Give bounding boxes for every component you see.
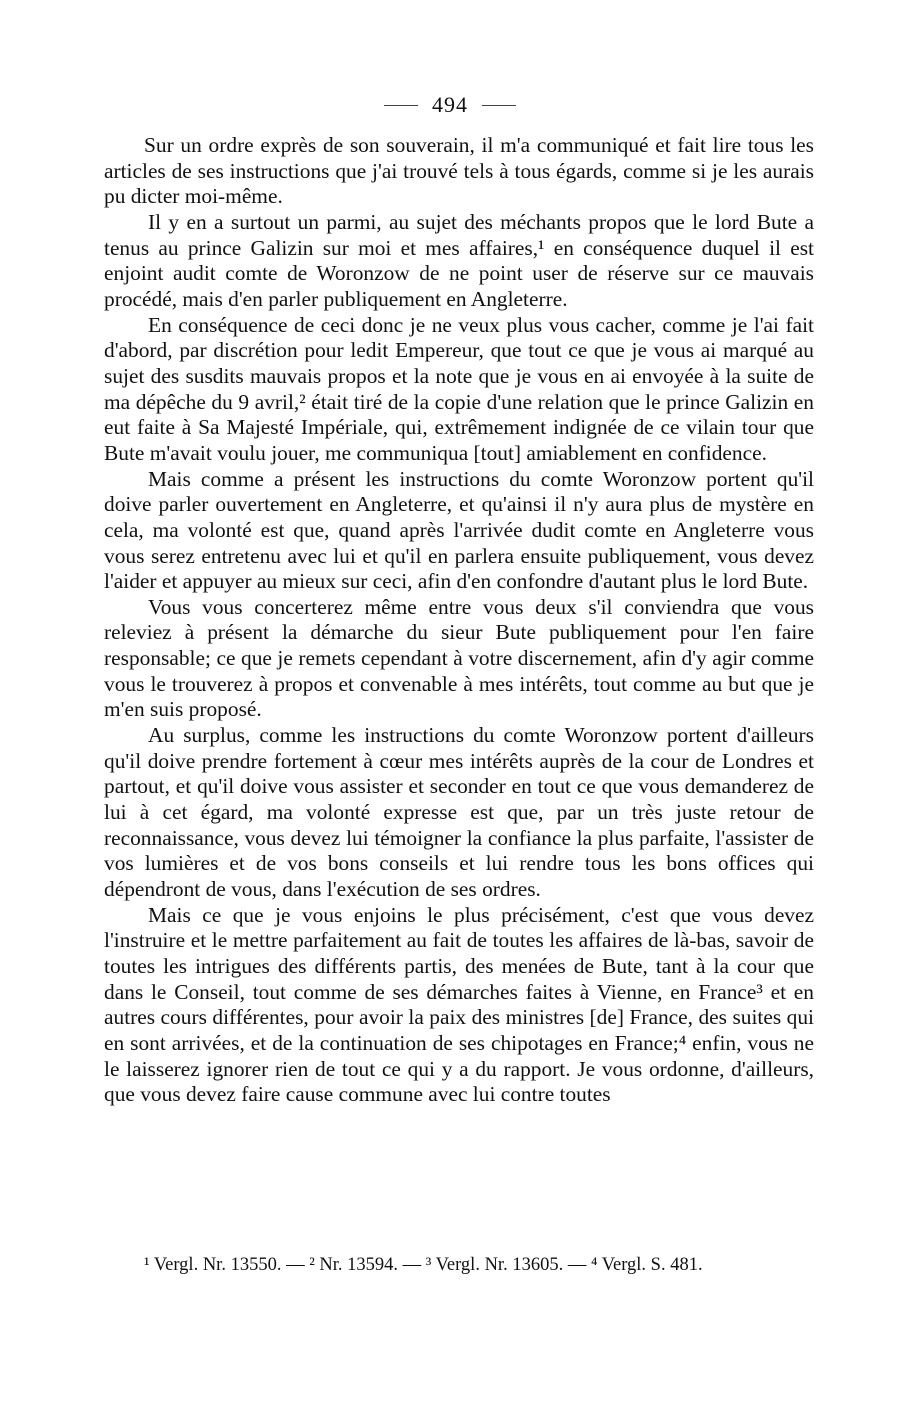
page-header [0, 92, 900, 118]
paragraph: Vous vous concerterez même entre vous deux s'il conviendra que vous releviez à présent la démarche du sieur Bute publiquement pour l'en faire responsable; ce que je remets cependant à votre discernement, afin d'y agir comme vous le trouverez à propos et convenable à mes intérêts, tout comme au but que je m'en suis proposé. [104, 594, 814, 722]
paragraph: Sur un ordre exprès de son souverain, il m'a communiqué et fait lire tous les articles de ses instructions que j'ai trouvé tels à tous égards, comme si je les aurais pu dicter moi-même. [104, 133, 814, 209]
footnotes [104, 1252, 814, 1278]
footnote: ³ Vergl. Nr. 13605. — [425, 1255, 587, 1275]
footnote: ¹ Vergl. Nr. 13550. — [144, 1255, 305, 1275]
page-number: 494 [432, 92, 468, 117]
paragraph: Au surplus, comme les instructions du comte Woronzow portent d'ailleurs qu'il doive prendre fortement à cœur mes intérêts auprès de la cour de Londres et partout, et qu'il doive vous assister et seconder en tout ce que vous demanderez de lui à cet égard, ma volonté expresse est que, par un très juste retour de reconnaissance, vous devez lui témoigner la confiance la plus parfaite, l'assister de vos lumières et de vos bons conseils et lui rendre tous les bons offices qui dépendront de vous, dans l'exécution de ses ordres. [104, 723, 814, 902]
header-rule-right [482, 105, 516, 106]
footnote: ² Nr. 13594. — [309, 1255, 422, 1275]
paragraph: En conséquence de ceci donc je ne veux plus vous cacher, comme je l'ai fait d'abord, par discrétion pour ledit Empereur, que tout ce que je vous ai marqué au sujet des susdits mauvais propos et la note que je vous en ai envoyée à la suite de ma dépêche du 9 avril,² était tiré de la copie d'une relation que le prince Galizin en eut faite à Sa Majesté Impériale, qui, extrêmement indignée de ce vilain tour que Bute m'avait voulu jouer, me communiqua [tout] amiablement en confidence. [104, 312, 814, 465]
body-text [104, 133, 814, 1108]
header-rule-left [384, 105, 418, 106]
paragraph: Mais comme a présent les instructions du comte Woronzow portent qu'il doive parler ouvertement en Angleterre, et qu'ainsi il n'y aura plus de mystère en cela, ma volonté est que, quand après l'arrivée dudit comte en Angleterre vous vous serez entretenu avec lui et qu'il en parlera ensuite publiquement, vous devez l'aider et appuyer au mieux sur ceci, afin d'en confondre d'autant plus le lord Bute. [104, 466, 814, 594]
paragraph: Mais ce que je vous enjoins le plus précisément, c'est que vous devez l'instruire et le mettre parfaitement au fait de toutes les affaires de là-bas, savoir de toutes les intrigues des différents partis, des menées de Bute, tant à la cour que dans le Conseil, tout comme de ses démarches faites à Vienne, en France³ et en autres cours différentes, pour avoir la paix des ministres [de] France, des suites qui en sont arrivées, et de la continuation de ses chipotages en France;⁴ enfin, vous ne le laisserez ignorer rien de tout ce qui y a du rapport. Je vous ordonne, d'ailleurs, que vous devez faire cause commune avec lui contre toutes [104, 902, 814, 1107]
paragraph: Il y en a surtout un parmi, au sujet des méchants propos que le lord Bute a tenus au prince Galizin sur moi et mes affaires,¹ en conséquence duquel il est enjoint audit comte de Woronzow de ne point user de réserve sur ce mauvais procédé, mais d'en parler publiquement en Angleterre. [104, 209, 814, 311]
footnote: ⁴ Vergl. S. 481. [590, 1255, 703, 1275]
